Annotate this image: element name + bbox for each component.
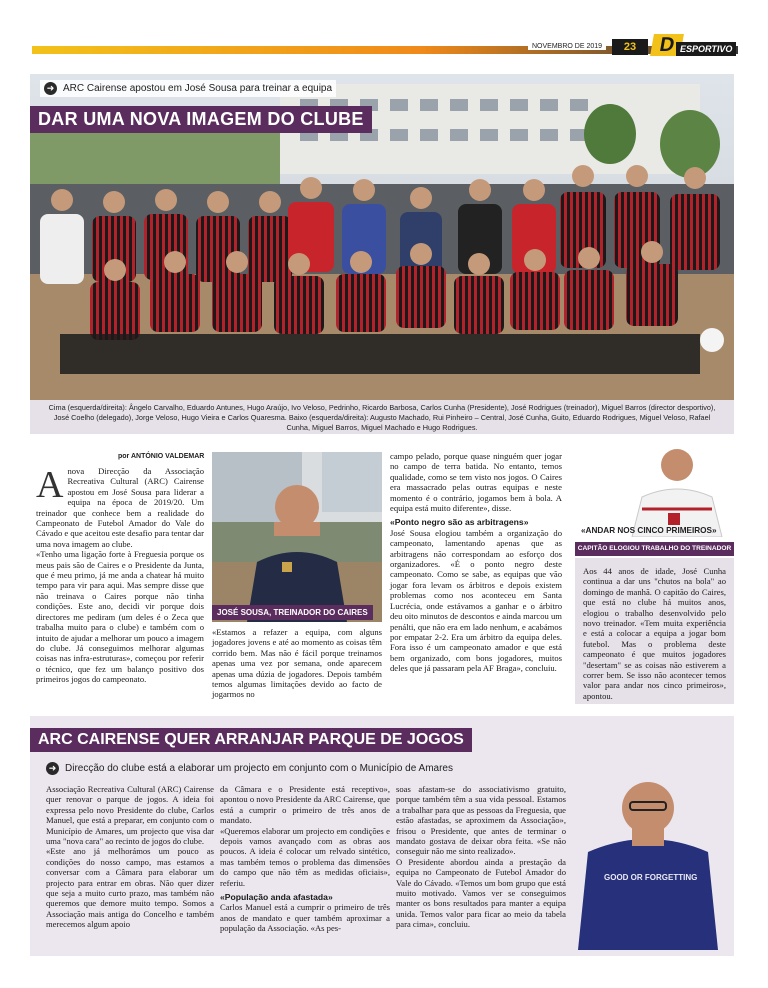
- logo-text: ESPORTIVO: [676, 42, 736, 56]
- bottom-column-2: [220, 784, 390, 934]
- coach-photo: [212, 452, 382, 622]
- byline: por ANTÓNIO VALDEMAR: [118, 453, 205, 460]
- paragraph: «Estamos a refazer a equipa, com alguns jogadores jovens e até ao momento as coisas têm corrido bem. Mas não é fácil porque treinamos apenas uma vez por semana, onde aparecem apenas uma dúzia de jogadores. Depois também temos algumas limitações devido ao facto de jogarmos no: [212, 627, 382, 700]
- bottom-column-1: [46, 784, 214, 930]
- bottom-column-3: [396, 784, 566, 930]
- paragraph: Carlos Manuel está a cumprir o primeiro de três anos de mandato e quer também aproximar a população da Associação. «As pes-: [220, 902, 390, 934]
- article-column-3: [390, 451, 562, 674]
- main-headline: DAR UMA NOVA IMAGEM DO CLUBE: [30, 106, 372, 133]
- sidebar-headline: «ANDAR NOS CINCO PRIMEIROS»: [581, 526, 717, 535]
- paragraph: soas afastam-se do associativismo gratuito, porque também têm a sua vida pessoal. Estamos a trabalhar para que as pessoas da Freguesia, que estão afastadas, se aproximem da Associação», frisou o Presidente, que antes de terminar o mandato gostava de deixar obra feita. «Se não conseguir não me sinto realizado». O Presidente abordou ainda a prestação da equipa no Campeonato de Futebol Amador do Vale do Cávado. «Temos um bom grupo que está muito motivado. Vamos ver se conseguimos manter os bons resultados para manter a equipa unida. Temos valor para ficar ao meio da tabela para cima», concluiu.: [396, 784, 566, 930]
- arrow-right-icon: ➜: [44, 82, 57, 95]
- paragraph: Associação Recreativa Cultural (ARC) Cairense quer renovar o parque de jogos. A ideia foi expressa pelo novo Presidente do clube, Carlos Manuel, que está a preparar, em conjunto com o Município de Amares, um projecto que visa dar uma "nova cara" ao recinto de jogos do clube. «Este ano já melhorámos um pouco as condições do nosso campo, mas estamos a conversar com a Câmara para elaborar um projecto para entrar em obras. Não quer dizer que seja a muito curto prazo, mas também não queremos que demore muito tempo. Somos a Associação mais antiga do Concelho e também merecemos algum apoio: [46, 784, 214, 930]
- logo-letter: D: [650, 34, 684, 56]
- bottom-headline: ARC CAIRENSE QUER ARRANJAR PARQUE DE JOGOS: [30, 728, 472, 752]
- issue-date: NOVEMBRO DE 2019: [528, 43, 606, 50]
- kicker-text: ARC Cairense apostou em José Sousa para treinar a equipa: [63, 83, 333, 94]
- paragraph: «Tenho uma ligação forte à Freguesia porque os meus pais são de Caires e o Presidente da Junta, que é meu primo, já me anda a chatear há muito tempo para vir para aqui. Mas sempre disse que não treinava o Caires porque não tinha condições. Este ano, decidi vir porque dois directores me pediram (um deles é o Zeca que trabalha muito para o clube) e também com o intuito de ajudar a melhorar um pouco a imagem do clube. Já conseguimos melhorar algumas coisas nas infra-estruturas», começou por referir o técnico, que fez um balanço positivo dos primeiros jogos do campeonato.: [36, 549, 204, 685]
- captain-photo: [622, 437, 732, 537]
- president-photo: [574, 760, 722, 950]
- captain-photo-illustration: [622, 437, 732, 537]
- desportivo-logo: [652, 34, 738, 56]
- president-photo-illustration: [574, 760, 722, 950]
- subheading: «Ponto negro são as arbitragens»: [390, 517, 529, 528]
- coach-photo-label: JOSÉ SOUSA, TREINADOR DO CAIRES: [212, 605, 373, 620]
- bottom-kicker-text: Direcção do clube está a elaborar um projecto em conjunto com o Município de Amares: [65, 763, 453, 774]
- shirt-print-text: GOOD OR FORGETTING: [604, 873, 698, 882]
- paragraph: da Câmara e o Presidente está receptivo», apontou o novo Presidente da ARC Cairense, que está a cumprir o primeiro de três anos de mandato. «Queremos elaborar um projecto em condições e depois vamos avançado com as obras aos poucos. A ideia é colocar um relvado sintético, mas também temos o problema das dimensões do campo que não têm as medidas oficiais», referiu.: [220, 784, 390, 888]
- paragraph: nova Direcção da Associação Recreativa Cultural (ARC) Cairense apostou em José Sousa para liderar a equipa na época de 2019/20. Um treinador que conhece bem a realidade do Campeonato de Futebol Amador do Vale do Cávado e que aceitou este desafio para tentar dar uma nova imagem ao clube.: [36, 466, 204, 549]
- article-column-2: [212, 627, 382, 700]
- paragraph: campo pelado, porque quase ninguém quer jogar no campo de terra batida. No entanto, temos qualidade, como se tem visto nos jogos. O Caires era massacrado pelas outras equipas e neste momento é o contrário, jogamos bem à bola. A equipa está muito diferente», disse.: [390, 451, 562, 514]
- arrow-right-icon: ➜: [46, 762, 59, 775]
- bottom-kicker: [46, 762, 453, 775]
- article-column-1: [36, 466, 204, 685]
- paragraph: José Sousa elogiou também a organização do campeonato, lamentando apenas que as arbitragens não correspondam ao esforço dos organizadores. «É o ponto negro deste campeonato. Como se sabe, as equipas que vão jogar fora levam os árbitros e depois existem problemas como nos aconteceu em Santa Lucrécia, onde estávamos a ganhar e o árbitro deu oito minutos de descontos e ainda marcou um penálti, que não era em lado nenhum, e acabámos por empatar 2-2. Era um árbitro da equipa deles. Fora isso é um campeonato amador e que está bem organizado, com bons jogadores, muitos deles que já passaram pela AF Braga», concluiu.: [390, 527, 562, 674]
- coach-photo-illustration: [212, 452, 382, 622]
- sidebar-label: CAPITÃO ELOGIOU TRABALHO DO TREINADOR: [575, 542, 734, 556]
- photo-caption: Cima (esquerda/direita): Ângelo Carvalho, Eduardo Antunes, Hugo Araújo, Ivo Veloso, Pedrinho, Ricardo Barbosa, Carlos Cunha (Presidente), José Rodrigues (treinador), Miguel Barros (director desportivo), José Coelho (delegado), Jorge Veloso, Hugo Vieira e Carlos Quaresma. Baixo (esquerda/direita): Augusto Machado, Rui Pinheiro – Central, José Cunha, Guito, Eduardo Rodrigues, Miguel Veloso, Rafael Cunha, Miguel Barros, Miguel Machado e Hugo Rodrigues.: [30, 400, 734, 434]
- dropcap: A: [36, 464, 64, 506]
- subheading: «População anda afastada»: [220, 892, 333, 903]
- page-number: 23: [612, 39, 648, 55]
- sidebar-text: Aos 44 anos de idade, José Cunha continua a dar uns "chutos na bola" ao domingo de manhã. O capitão do Caires, que está no clube há muitos anos, elogiou o trabalho desenvolvido pelo novo treinador. «Tem muita experiência e está a colocar a equipa a jogar bom futebol. Mas o problema deste campeonato é que muitos jogadores "desertam" se as coisas não estiverem a correr bem. Se isso não acontecer temos valor para andar nos cinco primeiros», apontou.: [575, 558, 734, 704]
- article-kicker: [40, 80, 336, 97]
